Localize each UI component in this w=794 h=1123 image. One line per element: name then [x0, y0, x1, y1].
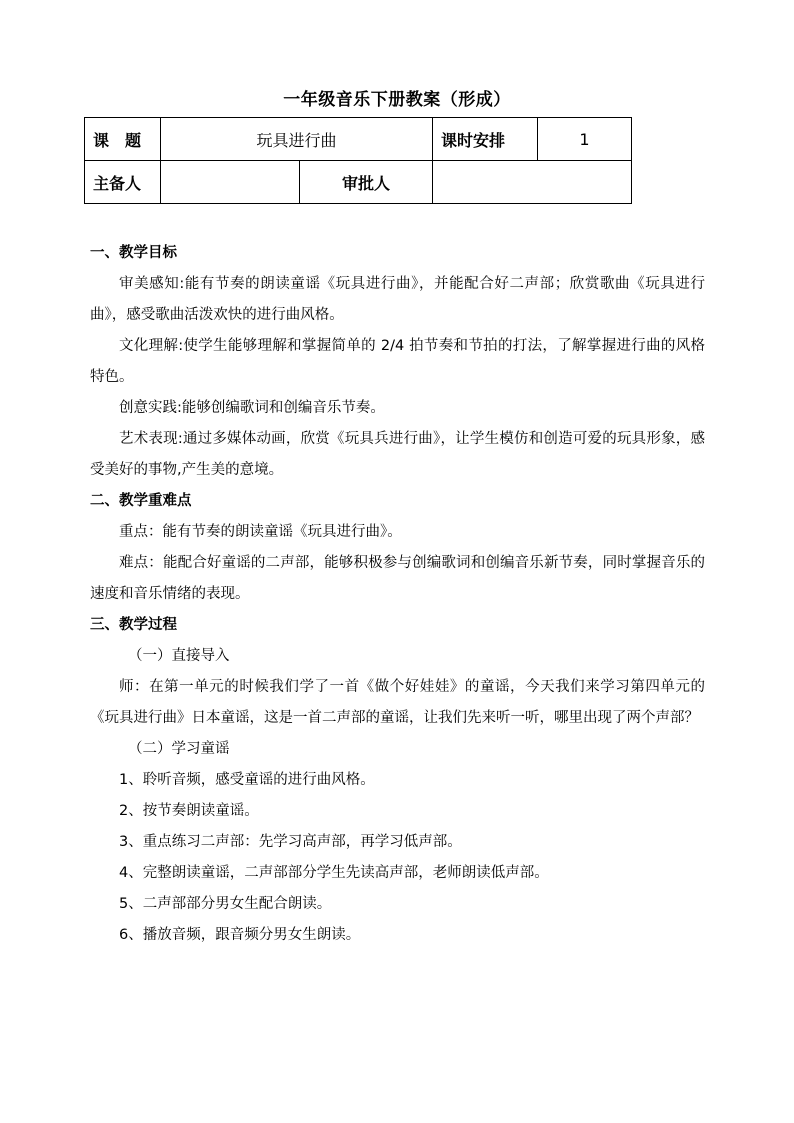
document-body — [90, 238, 705, 951]
preparer-label: 主备人 — [85, 161, 161, 204]
key-point-paragraph: 难点：能配合好童谣的二声部，能够积极参与创编歌词和创编音乐新节奏，同时掌握音乐的速度和音乐情绪的表现。 — [90, 555, 705, 602]
goal-paragraph: 审美感知:能有节奏的朗读童谣《玩具进行曲》，并能配合好二声部；欣赏歌曲《玩具进行曲》，感受歌曲活泼欢快的进行曲风格。 — [90, 276, 705, 323]
schedule-label: 课时安排 — [433, 118, 538, 161]
list-item: 3、重点练习二声部：先学习高声部，再学习低声部。 — [119, 834, 462, 850]
preparer-value — [161, 161, 300, 204]
step-heading: （一）直接导入 — [128, 648, 230, 664]
approver-value — [433, 161, 632, 204]
goal-paragraph: 文化理解:使学生能够理解和掌握简单的 2/4 拍节奏和节拍的打法，了解掌握进行曲的风格特色。 — [90, 338, 705, 385]
lesson-info-table — [84, 117, 632, 204]
section-heading-process: 三、教学过程 — [90, 617, 177, 633]
step-paragraph: 师：在第一单元的时候我们学了一首《做个好娃娃》的童谣，今天我们来学习第四单元的《玩具进行曲》日本童谣，这是一首二声部的童谣，让我们先来听一听，哪里出现了两个声部？ — [90, 679, 705, 726]
list-item: 4、完整朗读童谣，二声部部分学生先读高声部，老师朗读低声部。 — [119, 865, 549, 881]
course-value: 玩具进行曲 — [161, 118, 433, 161]
document-title: 一年级音乐下册教案（形成） — [283, 90, 511, 110]
list-item: 1、聆听音频，感受童谣的进行曲风格。 — [119, 772, 375, 788]
section-heading-key-points: 二、教学重难点 — [90, 493, 192, 509]
list-item: 5、二声部部分男女生配合朗读。 — [119, 896, 332, 912]
list-item: 6、播放音频，跟音频分男女生朗读。 — [119, 927, 361, 943]
table-row — [85, 118, 632, 161]
goal-paragraph: 创意实践:能够创编歌词和创编音乐节奏。 — [119, 400, 385, 416]
goal-paragraph: 艺术表现:通过多媒体动画，欣赏《玩具兵进行曲》，让学生模仿和创造可爱的玩具形象，感受美好的事物,产生美的意境。 — [90, 431, 705, 478]
course-label: 课 题 — [85, 118, 161, 161]
key-point-paragraph: 重点：能有节奏的朗读童谣《玩具进行曲》。 — [119, 524, 402, 540]
approver-label: 审批人 — [300, 161, 433, 204]
table-row — [85, 161, 632, 204]
schedule-value: 1 — [538, 118, 632, 161]
section-heading-goals: 一、教学目标 — [90, 245, 177, 261]
list-item: 2、按节奏朗读童谣。 — [119, 803, 259, 819]
step-heading: （二）学习童谣 — [128, 741, 230, 757]
